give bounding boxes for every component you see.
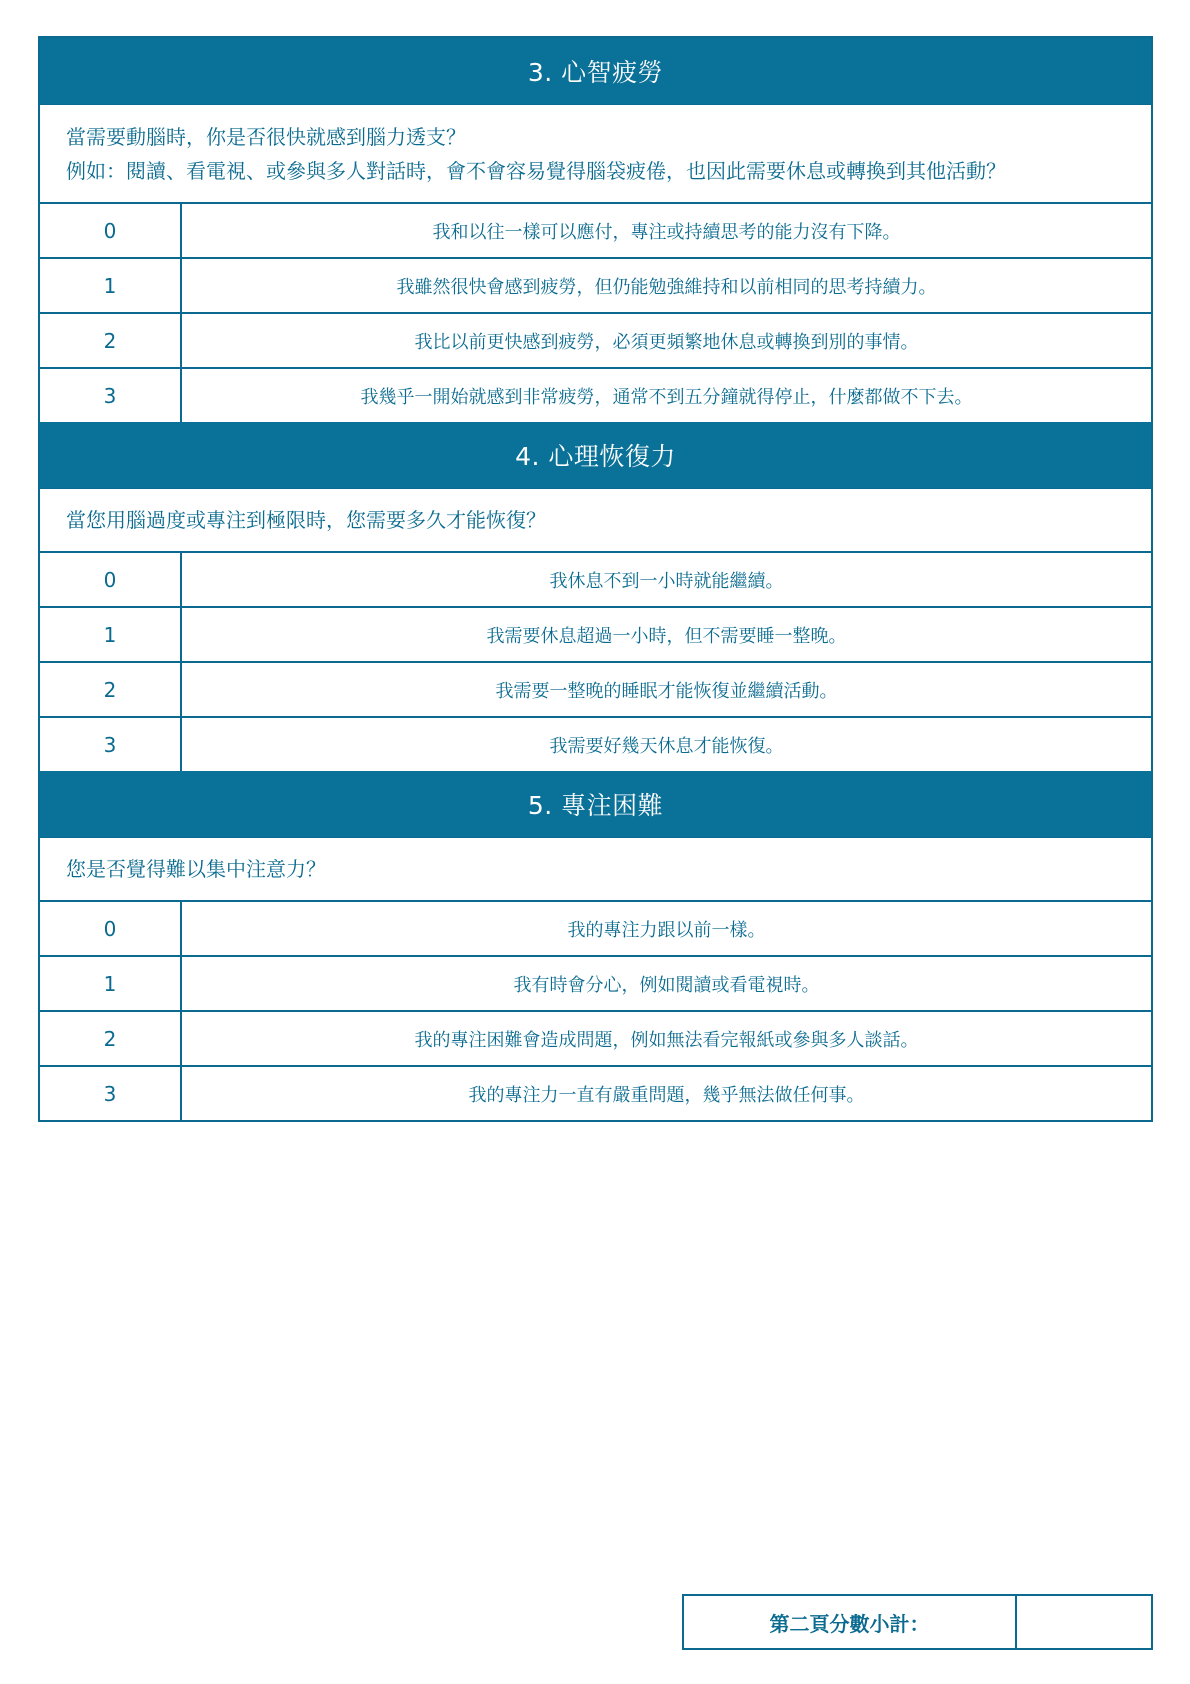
option-score: 2 <box>40 314 182 367</box>
option-score: 1 <box>40 957 182 1010</box>
option-score: 0 <box>40 553 182 606</box>
question-line: 當您用腦過度或專注到極限時，您需要多久才能恢復？ <box>66 508 546 532</box>
option-text: 我需要休息超過一小時，但不需要睡一整晚。 <box>486 625 847 647</box>
subtotal-score-field[interactable] <box>1017 1596 1151 1648</box>
option-text: 我休息不到一小時就能繼續。 <box>549 570 784 592</box>
question-line: 例如：閱讀、看電視、或參與多人對話時，會不會容易覺得腦袋疲倦，也因此需要休息或轉換到其他活動？ <box>66 158 1006 183</box>
page-subtotal <box>682 1594 1153 1650</box>
option-text: 我的專注困難會造成問題，例如無法看完報紙或參與多人談話。 <box>414 1029 919 1051</box>
option-row[interactable] <box>40 1010 1151 1065</box>
question-concentration <box>40 837 1151 900</box>
option-row[interactable] <box>40 606 1151 661</box>
section-header-mental-fatigue: 3. 心智疲勞 <box>40 38 1151 104</box>
option-score: 0 <box>40 204 182 257</box>
option-row[interactable] <box>40 900 1151 955</box>
option-text: 我和以往一樣可以應付，專注或持續思考的能力沒有下降。 <box>432 221 901 243</box>
option-row[interactable] <box>40 1065 1151 1120</box>
option-text: 我需要好幾天休息才能恢復。 <box>549 735 784 757</box>
option-row[interactable] <box>40 312 1151 367</box>
option-score: 3 <box>40 369 182 422</box>
option-score: 3 <box>40 718 182 771</box>
question-mental-fatigue <box>40 104 1151 202</box>
subtotal-label: 第二頁分數小計： <box>684 1596 1017 1648</box>
option-row[interactable] <box>40 716 1151 771</box>
option-score: 3 <box>40 1067 182 1120</box>
option-row[interactable] <box>40 257 1151 312</box>
option-score: 1 <box>40 259 182 312</box>
option-score: 2 <box>40 663 182 716</box>
option-text: 我的專注力一直有嚴重問題，幾乎無法做任何事。 <box>468 1084 865 1106</box>
option-text: 我幾乎一開始就感到非常疲勞，通常不到五分鐘就得停止，什麼都做不下去。 <box>360 386 973 408</box>
question-line: 當需要動腦時，你是否很快就感到腦力透支？ <box>66 124 466 149</box>
option-text: 我有時會分心，例如閱讀或看電視時。 <box>513 974 820 996</box>
option-text: 我的專注力跟以前一樣。 <box>567 919 766 941</box>
option-text: 我比以前更快感到疲勞，必須更頻繁地休息或轉換到別的事情。 <box>414 331 919 353</box>
option-row[interactable] <box>40 367 1151 422</box>
option-text: 我需要一整晚的睡眠才能恢復並繼續活動。 <box>495 680 838 702</box>
section-header-mental-recovery: 4. 心理恢復力 <box>40 422 1151 488</box>
option-row[interactable] <box>40 955 1151 1010</box>
option-score: 2 <box>40 1012 182 1065</box>
option-text: 我雖然很快會感到疲勞，但仍能勉強維持和以前相同的思考持續力。 <box>396 276 937 298</box>
option-score: 0 <box>40 902 182 955</box>
option-row[interactable] <box>40 551 1151 606</box>
question-mental-recovery <box>40 488 1151 551</box>
question-line: 您是否覺得難以集中注意力？ <box>66 857 326 881</box>
section-header-concentration: 5. 專注困難 <box>40 771 1151 837</box>
option-row[interactable] <box>40 202 1151 257</box>
option-score: 1 <box>40 608 182 661</box>
option-row[interactable] <box>40 661 1151 716</box>
questionnaire-table <box>38 36 1153 1122</box>
